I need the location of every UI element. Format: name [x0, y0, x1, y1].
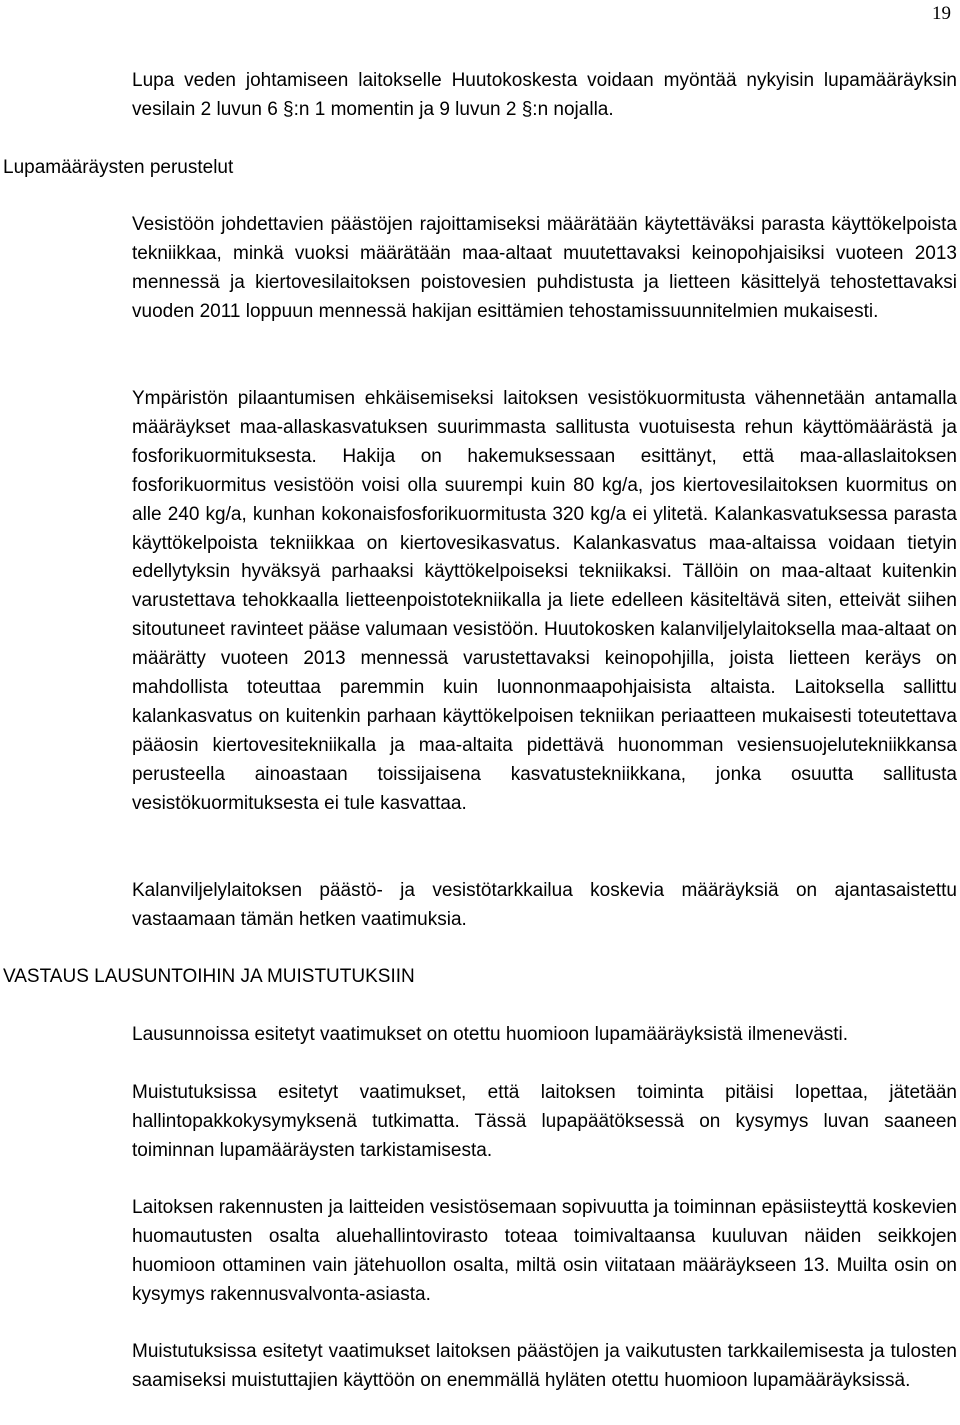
- paragraph-environmental-protection: Ympäristön pilaantumisen ehkäisemiseksi laitoksen vesistökuormitusta vähennetään antamalla määräykset maa-allaskasvatuksen suurimmasta sallitusta vuotuisesta rehun käyttömäärästä ja fosforikuormituksesta. Hakija on hakemuksessaan esittänyt, että maa-allaslaitoksen fosforikuormitus vesistöön voisi olla suurempi kuin 80 kg/a, jos kiertovesilaitoksen kuormitus on alle 240 kg/a, kunhan kokonaisfosforikuormitusta 320 kg/a ei ylitetä. Kalankasvatuksessa parasta käyttökelpoista tekniikkaa on kiertovesikasvatus. Kalankasvatus maa-altaissa voidaan tietyin edellytyksin hyväksyä parhaaksi käyttökelpoiseksi tekniikaksi. Tällöin on maa-altaat kuitenkin varustettava tehokkaalla lietteenpoistotekniikalla ja liete edelleen käsiteltävä siten, etteivät siihen sitoutuneet ravinteet pääse valumaan vesistöön. Huutokosken kalanviljelylaitoksella maa-altaat on määrätty vuoteen 2013 mennessä varustettavaksi keinopohjilla, joista lietteen keräys on mahdollista toteuttaa paremmin kuin luonnonmaapohjaisista altaista. Laitoksella sallittu kalankasvatus on kuitenkin parhaan käyttökelpoisen tekniikan periaatteen mukaisesti toteutettava pääosin kiertovesitekniikalla ja maa-altaita pidettävä huonomman vesiensuojelutekniikkansa perusteella ainoastaan toissijaisena kasvatustekniikkana, jonka osuutta sallitusta vesistökuormituksesta ei tule kasvattaa.: [132, 388, 957, 814]
- paragraph-buildings-suitability: Laitoksen rakennusten ja laitteiden vesistösemaan sopivuutta ja toiminnan epäsiisteyttä koskevien huomautusten osalta aluehallintovirasto toteaa toimivaltaansa kuuluvan näiden seikkojen huomioon ottaminen vain jätehuollon osalta, miltä osin viitataan määräykseen 13. Muilta osin on kysymys rakennusvalvonta-asiasta.: [132, 1197, 957, 1305]
- paragraph-emission-limits: Vesistöön johdettavien päästöjen rajoittamiseksi määrätään käytettäväksi parasta käyttökelpoista tekniikkaa, minkä vuoksi määrätään maa-altaat muutettavaksi keinopohjaisiksi vuoteen 2013 mennessä ja kiertovesilaitoksen poistovesien puhdistusta ja lietteen käsittelyä tehostettavaksi vuoden 2011 loppuun mennessä hakijan esittämien tehostamissuunnitelmien mukaisesti.: [132, 214, 957, 322]
- paragraph-water-permit: Lupa veden johtamiseen laitokselle Huutokoskesta voidaan myöntää nykyisin lupamääräyksin vesilain 2 luvun 6 §:n 1 momentin ja 9 luvun 2 §:n nojalla.: [132, 70, 957, 120]
- paragraph-monitoring-updates: Kalanviljelylaitoksen päästö- ja vesistötarkkailua koskevia määräyksiä on ajantasaistettu vastaamaan tämän hetken vaatimuksia.: [132, 880, 957, 930]
- paragraph-statements: Lausunnoissa esitetyt vaatimukset on otettu huomioon lupamääräyksistä ilmenevästi.: [132, 1024, 849, 1045]
- section-heading-responses: VASTAUS LAUSUNTOIHIN JA MUISTUTUKSIIN: [3, 966, 415, 987]
- paragraph-monitoring-demands: Muistutuksissa esitetyt vaatimukset laitoksen päästöjen ja vaikutusten tarkkailemisesta ja tulosten saamiseksi muistuttajien käyttöön on enemmällä hyläten otettu huomioon lupamääräyksissä.: [132, 1341, 957, 1391]
- page-number: 19: [932, 3, 951, 24]
- paragraph-objections-termination: Muistutuksissa esitetyt vaatimukset, että laitoksen toiminta pitäisi lopettaa, jätetään hallintopakkokysymyksenä tutkimatta. Tässä lupapäätöksessä on kysymys luvan saaneen toiminnan lupamääräysten tarkistamisesta.: [132, 1082, 957, 1161]
- section-heading-permit-justification: Lupamääräysten perustelut: [3, 157, 234, 178]
